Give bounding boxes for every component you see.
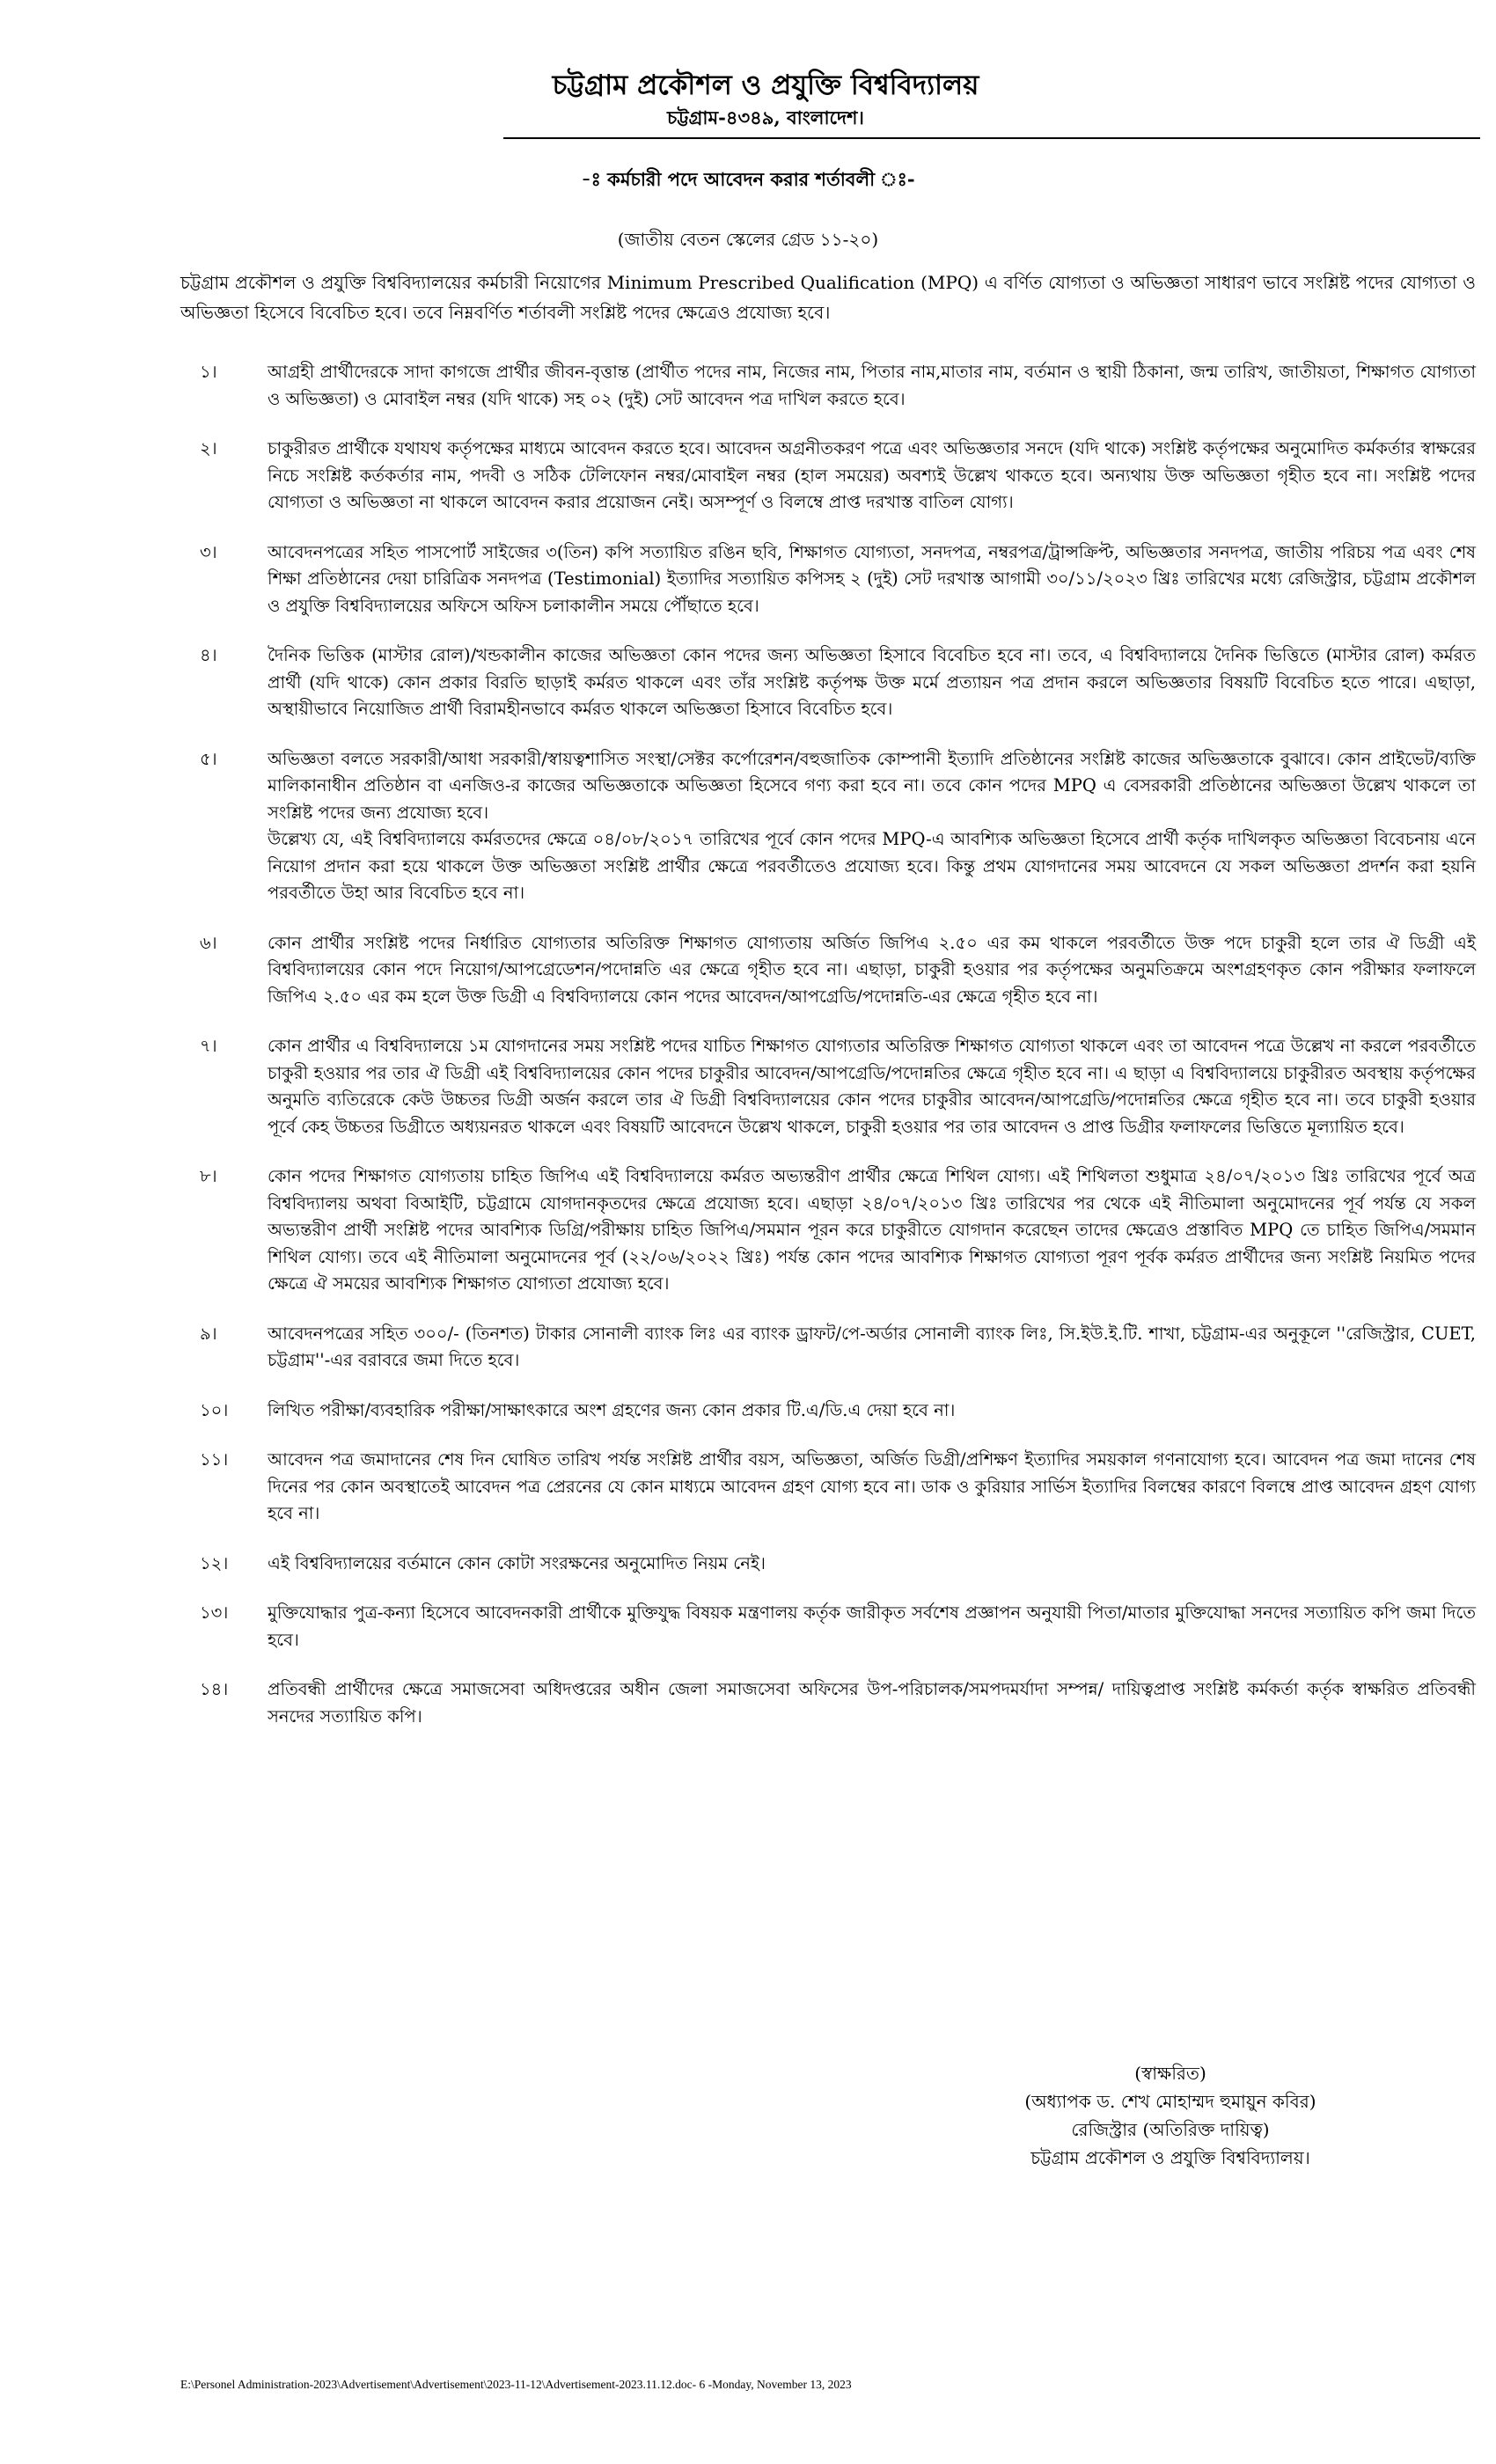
condition-number: ১৩। xyxy=(200,1602,229,1623)
condition-number: ৬। xyxy=(200,932,217,953)
condition-item xyxy=(180,1447,1476,1528)
condition-item xyxy=(180,1600,1476,1654)
condition-number: ১। xyxy=(200,362,217,382)
university-name: চট্টগ্রাম প্রকৌশল ও প্রযুক্তি বিশ্ববিদ্যালয় xyxy=(552,70,979,101)
document-subtitle: (জাতীয় বেতন স্কেলের গ্রেড ১১-২০) xyxy=(617,229,879,250)
university-address: চট্টগ্রাম-৪৩৪৯, বাংলাদেশ। xyxy=(667,106,864,128)
condition-text: কোন প্রার্থীর এ বিশ্ববিদ্যালয়ে ১ম যোগদানের সময় সংশ্লিষ্ট পদের যাচিত শিক্ষাগত যোগ্যতার অতিরিক্ত শিক্ষাগত যোগ্যতা থাকলে এবং তা আবেদন পত্রে উল্লেখ না করলে পরবর্তীতে চাকুরী হওয়ার পর তার ঐ ডিগ্রী এই বিশ্ববিদ্যালয়ের কোন পদের চাকুরীর আবেদন/আপগ্রেডি/পদোন্নতির ক্ষেত্রে গৃহীত হবে না। এ ছাড়া এ বিশ্ববিদ্যালয়ে চাকুরীরত অবস্থায় কর্তৃপক্ষের অনুমতি ব্যতিরেকে কেউ উচ্চতর ডিগ্রী অর্জন করলে তার ঐ ডিগ্রী বিশ্ববিদ্যালয়ের কোন পদের চাকুরীর আবেদন/আপগ্রেডি/পদোন্নতির ক্ষেত্রে গৃহীত হবে না। তবে চাকুরী হওয়ার পূর্বে কেহ উচ্চতর ডিগ্রীতে অধ্যয়নরত থাকলে এবং বিষয়টি আবেদনে উল্লেখ থাকলে, চাকুরী হওয়ার পর তার আবেদন ও প্রাপ্ত ডিগ্রীর ফলাফলের ভিত্তিতে মূল্যায়িত হবে। xyxy=(268,1036,1476,1137)
condition-item xyxy=(180,539,1476,620)
condition-text: আবেদনপত্রের সহিত ৩০০/- (তিনশত) টাকার সোনালী ব্যাংক লিঃ এর ব্যাংক ড্রাফট/পে-অর্ডার সোনালী ব্যাংক লিঃ, সি.ইউ.ই.টি. শাখা, চট্টগ্রাম-এর অনুকূলে ''রেজিস্ট্রার, CUET, চট্টগ্রাম''-এর বরাবরে জমা দিতে হবে। xyxy=(268,1323,1476,1370)
condition-number: ১০। xyxy=(200,1399,229,1420)
intro-paragraph: চট্টগ্রাম প্রকৌশল ও প্রযুক্তি বিশ্ববিদ্যালয়ের কর্মচারী নিয়োগের Minimum Prescribed Qualification (MPQ) এ বর্ণিত যোগ্যতা ও অভিজ্ঞতা সাধারণ ভাবে সংশ্লিষ্ট পদের যোগ্যতা ও অভিজ্ঞতা হিসেবে বিবেচিত হবে। তবে নিম্নবর্ণিত শর্তাবলী সংশ্লিষ্ট পদের ক্ষেত্রেও প্রযোজ্য হবে। xyxy=(180,272,1476,323)
condition-number: ৫। xyxy=(200,748,217,769)
condition-note: উল্লেখ্য যে, এই বিশ্ববিদ্যালয়ে কর্মরতদের ক্ষেত্রে ০৪/০৮/২০১৭ তারিখের পূর্বে কোন পদের MPQ-এ আবশ্যিক অভিজ্ঞতা হিসেবে প্রার্থী কর্তৃক দাখিলকৃত অভিজ্ঞতা বিবেচনায় এনে নিয়োগ প্রদান করা হয়ে থাকলে উক্ত অভিজ্ঞতা সংশ্লিষ্ট প্রার্থীর ক্ষেত্রে পরবর্তীতেও প্রযোজ্য হবে। কিন্তু প্রথম যোগদানের সময় আবেদনে যে সকল অভিজ্ঞতা প্রদর্শন করা হয়নি পরবর্তীতে উহা আর বিবেচিত হবে না। xyxy=(268,829,1476,903)
condition-number: ১৪। xyxy=(200,1679,229,1699)
condition-item xyxy=(180,359,1476,413)
condition-number: ৩। xyxy=(200,541,217,562)
condition-text: মুক্তিযোদ্ধার পুত্র-কন্যা হিসেবে আবেদনকারী প্রার্থীকে মুক্তিযুদ্ধ বিষয়ক মন্ত্রণালয় কর্তৃক জারীকৃত সর্বশেষ প্রজ্ঞাপন অনুযায়ী পিতা/মাতার মুক্তিযোদ্ধা সনদের সত্যায়িত কপি জমা দিতে হবে। xyxy=(268,1602,1476,1650)
condition-number: ১২। xyxy=(200,1552,229,1573)
condition-number: ৭। xyxy=(200,1036,217,1056)
condition-text: লিখিত পরীক্ষা/ব্যবহারিক পরীক্ষা/সাক্ষাৎকারে অংশ গ্রহণের জন্য কোন প্রকার টি.এ/ডি.এ দেয়া হবে না। xyxy=(268,1399,956,1420)
condition-item xyxy=(180,1676,1476,1730)
signature-block xyxy=(986,2059,1355,2172)
condition-text: অভিজ্ঞতা বলতে সরকারী/আধা সরকারী/স্বায়ত্বশাসিত সংস্থা/সেক্টর কর্পোরেশন/বহুজাতিক কোম্পানী ইত্যাদি প্রতিষ্ঠানের সংশ্লিষ্ট কাজের অভিজ্ঞতাকে বুঝাবে। কোন প্রাইভেট/ব্যক্তি মালিকানাধীন প্রতিষ্ঠান বা এনজিও-র কাজের অভিজ্ঞতাকে অভিজ্ঞতা হিসেবে গণ্য করা হবে না। তবে কোন পদের MPQ এ বেসরকারী প্রতিষ্ঠানের অভিজ্ঞতা উল্লেখ থাকলে তা সংশ্লিষ্ট পদের জন্য প্রযোজ্য হবে। xyxy=(268,748,1476,823)
condition-number: ২। xyxy=(200,438,217,458)
condition-text: আবেদনপত্রের সহিত পাসপোর্ট সাইজের ৩(তিন) কপি সত্যায়িত রঙিন ছবি, শিক্ষাগত যোগ্যতা, সনদপত্র, নম্বরপত্র/ট্রান্সক্রিপ্ট, অভিজ্ঞতার সনদপত্র, জাতীয় পরিচয় পত্র এবং শেষ শিক্ষা প্রতিষ্ঠানের দেয়া চারিত্রিক সনদপত্র (Testimonial) ইত্যাদির সত্যায়িত কপিসহ ২ (দুই) সেট দরখাস্ত আগামী ৩০/১১/২০২৩ খ্রিঃ তারিখের মধ্যে রেজিস্ট্রার, চট্টগ্রাম প্রকৌশল ও প্রযুক্তি বিশ্ববিদ্যালয়ের অফিসে অফিস চলাকালীন সময়ে পৌঁছাতে হবে। xyxy=(268,541,1476,616)
condition-text: আগ্রহী প্রার্থীদেরকে সাদা কাগজে প্রার্থীর জীবন-বৃত্তান্ত (প্রার্থীত পদের নাম, নিজের নাম, পিতার নাম,মাতার নাম, বর্তমান ও স্থায়ী ঠিকানা, জন্ম তারিখ, জাতীয়তা, শিক্ষাগত যোগ্যতা ও অভিজ্ঞতা) ও মোবাইল নম্বর (যদি থাকে) সহ ০২ (দুই) সেট আবেদন পত্র দাখিল করতে হবে। xyxy=(268,362,1476,409)
condition-number: ১১। xyxy=(200,1449,229,1470)
condition-item xyxy=(180,746,1476,907)
condition-text: আবেদন পত্র জমাদানের শেষ দিন ঘোষিত তারিখ পর্যন্ত সংশ্লিষ্ট প্রার্থীর বয়স, অভিজ্ঞতা, অর্জিত ডিগ্রী/প্রশিক্ষণ ইত্যাদির সময়কাল গণনাযোগ্য হবে। আবেদন পত্র জমা দানের শেষ দিনের পর কোন অবস্থাতেই আবেদন পত্র প্রেরনের যে কোন মাধ্যমে আবেদন গ্রহণ যোগ্য হবে না। ডাক ও কুরিয়ার সার্ভিস ইত্যাদির বিলম্বের কারণে বিলম্বে প্রাপ্ত আবেদন গ্রহণ যোগ্য হবে না। xyxy=(268,1449,1476,1523)
condition-number: ৮। xyxy=(200,1166,217,1186)
condition-number: ৯। xyxy=(200,1323,217,1344)
file-path-footer: E:\Personel Administration-2023\Advertisement\Advertisement\2023-11-12\Advertisement-2023.11.12.doc- 6 -Monday, November 13, 2023 xyxy=(180,2378,852,2391)
condition-item xyxy=(180,1321,1476,1375)
letterhead xyxy=(0,66,1496,131)
condition-item xyxy=(180,930,1476,1011)
condition-text: কোন পদের শিক্ষাগত যোগ্যতায় চাহিত জিপিএ এই বিশ্ববিদ্যালয়ে কর্মরত অভ্যন্তরীণ প্রার্থীর ক্ষেত্রে শিথিল যোগ্য। এই শিথিলতা শুধুমাত্র ২৪/০৭/২০১৩ খ্রিঃ তারিখের পূর্বে অত্র বিশ্ববিদ্যালয় অথবা বিআইটি, চট্টগ্রামে যোগদানকৃতদের ক্ষেত্রে প্রযোজ্য হবে। এছাড়া ২৪/০৭/২০১৩ খ্রিঃ তারিখের পর থেকে এই নীতিমালা অনুমোদনের পূর্ব পর্যন্ত যে সকল অভ্যন্তরীণ প্রার্থী সংশ্লিষ্ট পদের আবশ্যিক ডিগ্রি/পরীক্ষায় চাহিত জিপিএ/সমমান পূরন করে চাকুরীতে যোগদান করেছেন তাদের ক্ষেত্রেও প্রস্তাবিত MPQ তে চাহিত জিপিএ/সমমান শিথিল যোগ্য। তবে এই নীতিমালা অনুমোদনের পূর্ব (২২/০৬/২০২২ খ্রিঃ) পর্যন্ত কোন পদের আবশ্যিক শিক্ষাগত যোগ্যতা পূরণ পূর্বক কর্মরত প্রার্থীদের জন্য সংশ্লিষ্ট নিয়মিত পদের ক্ষেত্রে ঐ সময়ের আবশ্যিক শিক্ষাগত যোগ্যতা প্রযোজ্য হবে। xyxy=(268,1166,1476,1294)
condition-text: কোন প্রার্থীর সংশ্লিষ্ট পদের নির্ধারিত যোগ্যতার অতিরিক্ত শিক্ষাগত যোগ্যতায় অর্জিত জিপিএ ২.৫০ এর কম থাকলে পরবর্তীতে উক্ত পদে চাকুরী হলে তার ঐ ডিগ্রী এই বিশ্ববিদ্যালয়ের কোন পদে নিয়োগ/আপগ্রেডেশন/পদোন্নতি এর ক্ষেত্রে গৃহীত হবে না। এছাড়া, চাকুরী হওয়ার পর কর্তৃপক্ষের অনুমতিক্রমে অংশগ্রহণকৃত কোন পরীক্ষার ফলাফলে জিপিএ ২.৫০ এর কম হলে উক্ত ডিগ্রী এ বিশ্ববিদ্যালয়ে কোন পদের আবেদন/আপগ্রেডি/পদোন্নতি-এর ক্ষেত্রে গৃহীত হবে না। xyxy=(268,932,1476,1007)
condition-item xyxy=(180,642,1476,723)
document-title: -ঃ কর্মচারী পদে আবেদন করার শর্তাবলী ঃ- xyxy=(581,168,915,190)
condition-text: এই বিশ্ববিদ্যালয়ের বর্তমানে কোন কোটা সংরক্ষনের অনুমোদিত নিয়ম নেই। xyxy=(268,1552,766,1573)
condition-number: ৪। xyxy=(200,645,217,665)
conditions-list xyxy=(180,359,1476,1730)
condition-text: দৈনিক ভিত্তিক (মাস্টার রোল)/খন্ডকালীন কাজের অভিজ্ঞতা কোন পদের জন্য অভিজ্ঞতা হিসাবে বিবেচিত হবে না। তবে, এ বিশ্ববিদ্যালয়ে দৈনিক ভিত্তিতে (মাস্টার রোল) কর্মরত প্রার্থী (যদি থাকে) কোন প্রকার বিরতি ছাড়াই কর্মরত থাকলে এবং তাঁর সংশ্লিষ্ট কর্তৃপক্ষ উক্ত মর্মে প্রত্যায়ন পত্র প্রদান করলে অভিজ্ঞতার বিষয়টি বিবেচিত হতে পারে। এছাড়া, অস্থায়ীভাবে নিয়োজিত প্রার্থী বিরামহীনভাবে কর্মরত থাকলে অভিজ্ঞতা হিসাবে বিবেচিত হবে। xyxy=(268,645,1476,719)
condition-item xyxy=(180,1551,1476,1578)
condition-item xyxy=(180,1163,1476,1298)
condition-item xyxy=(180,1033,1476,1140)
signatory-designation: রেজিস্ট্রার (অতিরিক্ত দায়িত্ব) xyxy=(1071,2119,1270,2140)
condition-item xyxy=(180,436,1476,517)
condition-text: প্রতিবন্ধী প্রার্থীদের ক্ষেত্রে সমাজসেবা অধিদপ্তরের অধীন জেলা সমাজসেবা অফিসের উপ-পরিচালক/সমপদমর্যাদা সম্পন্ন/ দায়িত্বপ্রাপ্ত সংশ্লিষ্ট কর্মকর্তা কর্তৃক স্বাক্ষরিত প্রতিবন্ধী সনদের সত্যায়িত কপি। xyxy=(268,1679,1476,1727)
signatory-name: (অধ্যাপক ড. শেখ মোহাম্মদ হুমায়ুন কবির) xyxy=(1024,2091,1316,2112)
signature-signed: (স্বাক্ষরিত) xyxy=(1134,2063,1206,2084)
condition-text: চাকুরীরত প্রার্থীকে যথাযথ কর্তৃপক্ষের মাধ্যমে আবেদন করতে হবে। আবেদন অগ্রনীতকরণ পত্রে এবং অভিজ্ঞতার সনদে (যদি থাকে) সংশ্লিষ্ট কর্তৃপক্ষের অনুমোদিত কর্মকর্তার স্বাক্ষরের নিচে সংশ্লিষ্ট কর্তকর্তার নাম, পদবী ও সঠিক টেলিফোন নম্বর/মোবাইল নম্বর (হাল সময়ের) অবশ্যই উল্লেখ থাকতে হবে। অন্যথায় উক্ত অভিজ্ঞতা গৃহীত হবে না। সংশ্লিষ্ট পদের যোগ্যতা ও অভিজ্ঞতা না থাকলে আবেদন করার প্রয়োজন নেই। অসম্পূর্ণ ও বিলম্বে প্রাপ্ত দরখাস্ত বাতিল যোগ্য। xyxy=(268,438,1476,512)
signatory-institution: চট্টগ্রাম প্রকৌশল ও প্রযুক্তি বিশ্ববিদ্যালয়। xyxy=(1030,2147,1310,2168)
condition-item xyxy=(180,1397,1476,1425)
header-divider xyxy=(503,137,1480,139)
